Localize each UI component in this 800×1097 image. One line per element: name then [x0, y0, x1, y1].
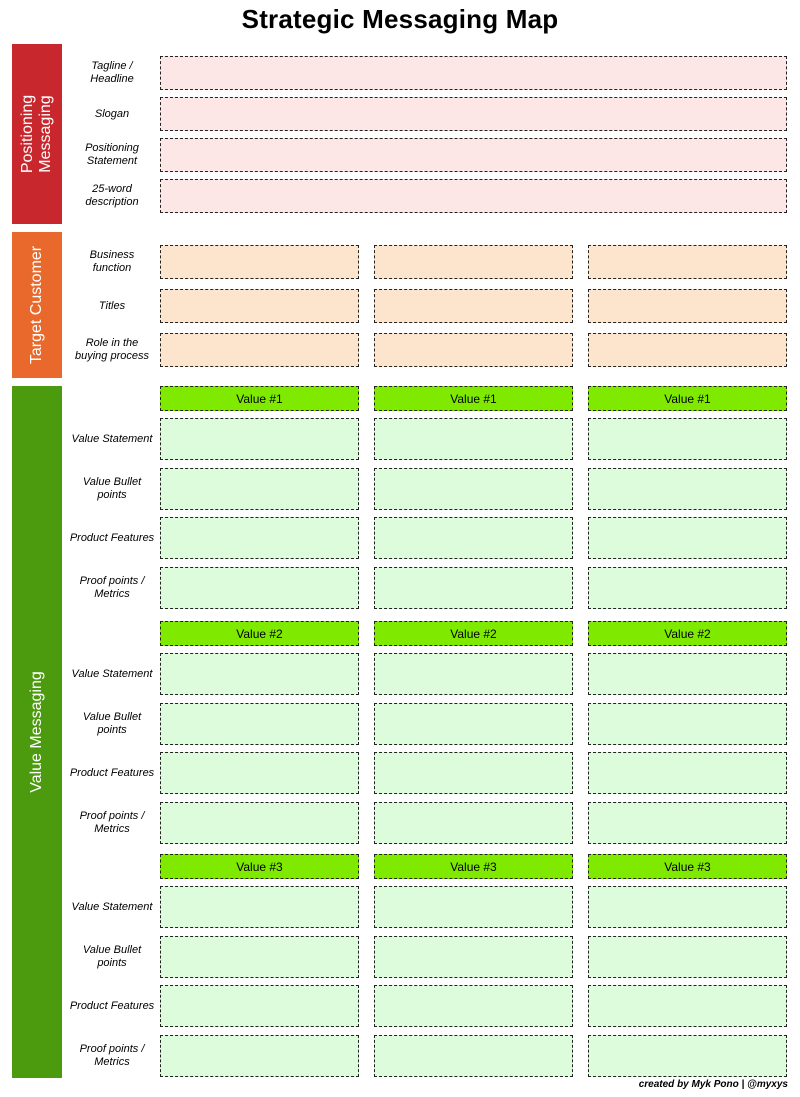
value-1-input-r1-c1[interactable]	[160, 418, 359, 460]
target-row-label-2	[64, 289, 160, 323]
positioning-input-2[interactable]	[160, 97, 787, 131]
value-1-header-col1: Value #1	[160, 386, 359, 411]
value-1-row-label-3-line1: Product Features	[69, 531, 155, 544]
value-3-input-r3-c3[interactable]	[588, 985, 787, 1027]
value-band-label: Value Messaging	[28, 671, 45, 793]
positioning-row-label-4-line2: description	[85, 196, 139, 208]
value-3-row-label-1-line1: Value Statement	[71, 900, 153, 913]
value-3-row-label-4-line1: Proof points /	[79, 1043, 145, 1055]
value-2-row-label-4	[64, 802, 160, 844]
value-3-header-col1: Value #3	[160, 854, 359, 879]
value-3-input-r4-c2[interactable]	[374, 1035, 573, 1077]
positioning-messaging-band	[12, 44, 62, 224]
positioning-input-3[interactable]	[160, 138, 787, 172]
target-row-label-2-text	[99, 300, 125, 313]
value-2-header-col1: Value #2	[160, 621, 359, 646]
target-row-label-1	[64, 245, 160, 279]
value-2-row-label-3-line1: Product Features	[69, 766, 155, 779]
value-2-header-col2: Value #2	[374, 621, 573, 646]
positioning-row-label-4-text	[85, 183, 138, 209]
value-3-row-label-2-text	[83, 944, 141, 970]
value-2-input-r2-c3[interactable]	[588, 703, 787, 745]
positioning-row-label-3-line1: Positioning	[85, 142, 139, 154]
positioning-row-label-2-text	[95, 108, 129, 121]
value-3-input-r4-c1[interactable]	[160, 1035, 359, 1077]
value-2-input-r1-c2[interactable]	[374, 653, 573, 695]
value-1-row-label-3	[64, 517, 160, 559]
value-1-input-r4-c2[interactable]	[374, 567, 573, 609]
positioning-row-label-4-line1: 25-word	[92, 183, 132, 195]
value-messaging-band	[12, 386, 62, 1078]
value-3-input-r4-c3[interactable]	[588, 1035, 787, 1077]
value-2-row-label-1	[64, 653, 160, 695]
value-2-input-r4-c2[interactable]	[374, 802, 573, 844]
positioning-input-4[interactable]	[160, 179, 787, 213]
value-2-row-label-3-text	[70, 767, 154, 780]
value-3-row-label-3	[64, 985, 160, 1027]
positioning-row-label-4	[64, 179, 160, 213]
value-2-row-label-4-text	[80, 810, 145, 836]
value-2-row-label-1-text	[72, 668, 153, 681]
value-2-input-r1-c1[interactable]	[160, 653, 359, 695]
value-3-input-r1-c2[interactable]	[374, 886, 573, 928]
value-1-input-r4-c1[interactable]	[160, 567, 359, 609]
value-1-row-label-4-text	[80, 575, 145, 601]
positioning-band-label-line1: Positioning	[19, 94, 36, 174]
value-3-header-col2: Value #3	[374, 854, 573, 879]
value-2-row-label-2	[64, 703, 160, 745]
value-3-input-r1-c1[interactable]	[160, 886, 359, 928]
value-3-input-r2-c1[interactable]	[160, 936, 359, 978]
value-1-header-col2: Value #1	[374, 386, 573, 411]
positioning-row-label-1	[64, 56, 160, 90]
positioning-row-label-1-text	[90, 60, 133, 86]
value-1-input-r3-c2[interactable]	[374, 517, 573, 559]
value-3-row-label-4	[64, 1035, 160, 1077]
value-1-input-r2-c3[interactable]	[588, 468, 787, 510]
value-2-row-label-2-line1: Value Bullet	[82, 711, 142, 723]
value-1-row-label-1-text	[72, 433, 153, 446]
positioning-row-label-3	[64, 138, 160, 172]
positioning-row-label-2	[64, 97, 160, 131]
value-3-row-label-1	[64, 886, 160, 928]
target-row-label-2-line1: Titles	[98, 299, 126, 312]
value-3-row-label-4-line2: Metrics	[94, 1056, 130, 1068]
target-row-label-3	[64, 333, 160, 367]
positioning-input-1[interactable]	[160, 56, 787, 90]
target-input-r2-c2[interactable]	[374, 289, 573, 323]
value-1-row-label-3-text	[70, 532, 154, 545]
value-1-input-r4-c3[interactable]	[588, 567, 787, 609]
target-row-label-1-line2: function	[92, 262, 132, 274]
value-1-row-label-4-line2: Metrics	[94, 588, 130, 600]
value-1-row-label-2-line1: Value Bullet	[82, 476, 142, 488]
value-2-input-r3-c3[interactable]	[588, 752, 787, 794]
target-row-label-1-text	[90, 249, 135, 275]
value-1-row-label-2-text	[83, 476, 141, 502]
value-3-input-r3-c2[interactable]	[374, 985, 573, 1027]
value-1-row-label-2-line2: points	[97, 489, 127, 501]
value-1-row-label-4-line1: Proof points /	[79, 575, 145, 587]
value-2-header-col3: Value #2	[588, 621, 787, 646]
value-1-input-r1-c2[interactable]	[374, 418, 573, 460]
target-input-r1-c3[interactable]	[588, 245, 787, 279]
value-3-row-label-2-line2: points	[97, 957, 127, 969]
value-2-input-r3-c1[interactable]	[160, 752, 359, 794]
value-3-row-label-1-text	[72, 901, 153, 914]
value-1-row-label-1	[64, 418, 160, 460]
target-input-r2-c3[interactable]	[588, 289, 787, 323]
value-2-input-r3-c2[interactable]	[374, 752, 573, 794]
positioning-row-label-3-text	[85, 142, 139, 168]
value-3-row-label-4-text	[80, 1043, 145, 1069]
positioning-row-label-2-line1: Slogan	[94, 107, 130, 120]
value-3-row-label-2-line1: Value Bullet	[82, 944, 142, 956]
target-input-r2-c1[interactable]	[160, 289, 359, 323]
value-3-row-label-3-line1: Product Features	[69, 999, 155, 1012]
value-1-input-r3-c1[interactable]	[160, 517, 359, 559]
value-1-row-label-2	[64, 468, 160, 510]
positioning-band-label	[19, 95, 55, 173]
value-2-input-r2-c2[interactable]	[374, 703, 573, 745]
target-row-label-3-line2: buying process	[75, 350, 149, 362]
value-2-input-r1-c3[interactable]	[588, 653, 787, 695]
page-title: Strategic Messaging Map	[241, 4, 559, 34]
value-3-input-r2-c3[interactable]	[588, 936, 787, 978]
value-2-row-label-2-line2: points	[97, 724, 127, 736]
value-2-input-r2-c1[interactable]	[160, 703, 359, 745]
target-row-label-1-line1: Business	[89, 249, 135, 261]
value-1-row-label-4	[64, 567, 160, 609]
value-1-input-r3-c3[interactable]	[588, 517, 787, 559]
value-2-input-r4-c3[interactable]	[588, 802, 787, 844]
value-2-input-r4-c1[interactable]	[160, 802, 359, 844]
value-1-input-r2-c1[interactable]	[160, 468, 359, 510]
target-input-r3-c2[interactable]	[374, 333, 573, 367]
value-2-row-label-4-line1: Proof points /	[79, 810, 145, 822]
value-1-input-r2-c2[interactable]	[374, 468, 573, 510]
value-1-input-r1-c3[interactable]	[588, 418, 787, 460]
value-2-row-label-1-line1: Value Statement	[71, 667, 153, 680]
value-2-row-label-2-text	[83, 711, 141, 737]
target-row-label-3-line1: Role in the	[85, 337, 139, 349]
value-1-header-col3: Value #1	[588, 386, 787, 411]
value-3-row-label-2	[64, 936, 160, 978]
target-row-label-3-text	[75, 337, 149, 363]
target-input-r3-c3[interactable]	[588, 333, 787, 367]
target-input-r3-c1[interactable]	[160, 333, 359, 367]
positioning-band-label-line2: Messaging	[37, 95, 54, 173]
value-3-row-label-3-text	[70, 1000, 154, 1013]
target-input-r1-c2[interactable]	[374, 245, 573, 279]
value-3-input-r1-c3[interactable]	[588, 886, 787, 928]
positioning-row-label-3-line2: Statement	[86, 155, 138, 167]
positioning-row-label-1-line1: Tagline /	[91, 60, 133, 72]
credit-footer: created by Myk Pono | @myxys	[638, 1079, 788, 1090]
target-customer-band	[12, 232, 62, 378]
positioning-row-label-1-line2: Headline	[90, 73, 134, 85]
value-2-row-label-4-line2: Metrics	[94, 823, 130, 835]
value-3-input-r2-c2[interactable]	[374, 936, 573, 978]
target-input-r1-c1[interactable]	[160, 245, 359, 279]
target-band-label: Target Customer	[28, 245, 45, 365]
value-1-row-label-1-line1: Value Statement	[71, 432, 153, 445]
value-3-header-col3: Value #3	[588, 854, 787, 879]
value-2-row-label-3	[64, 752, 160, 794]
value-3-input-r3-c1[interactable]	[160, 985, 359, 1027]
